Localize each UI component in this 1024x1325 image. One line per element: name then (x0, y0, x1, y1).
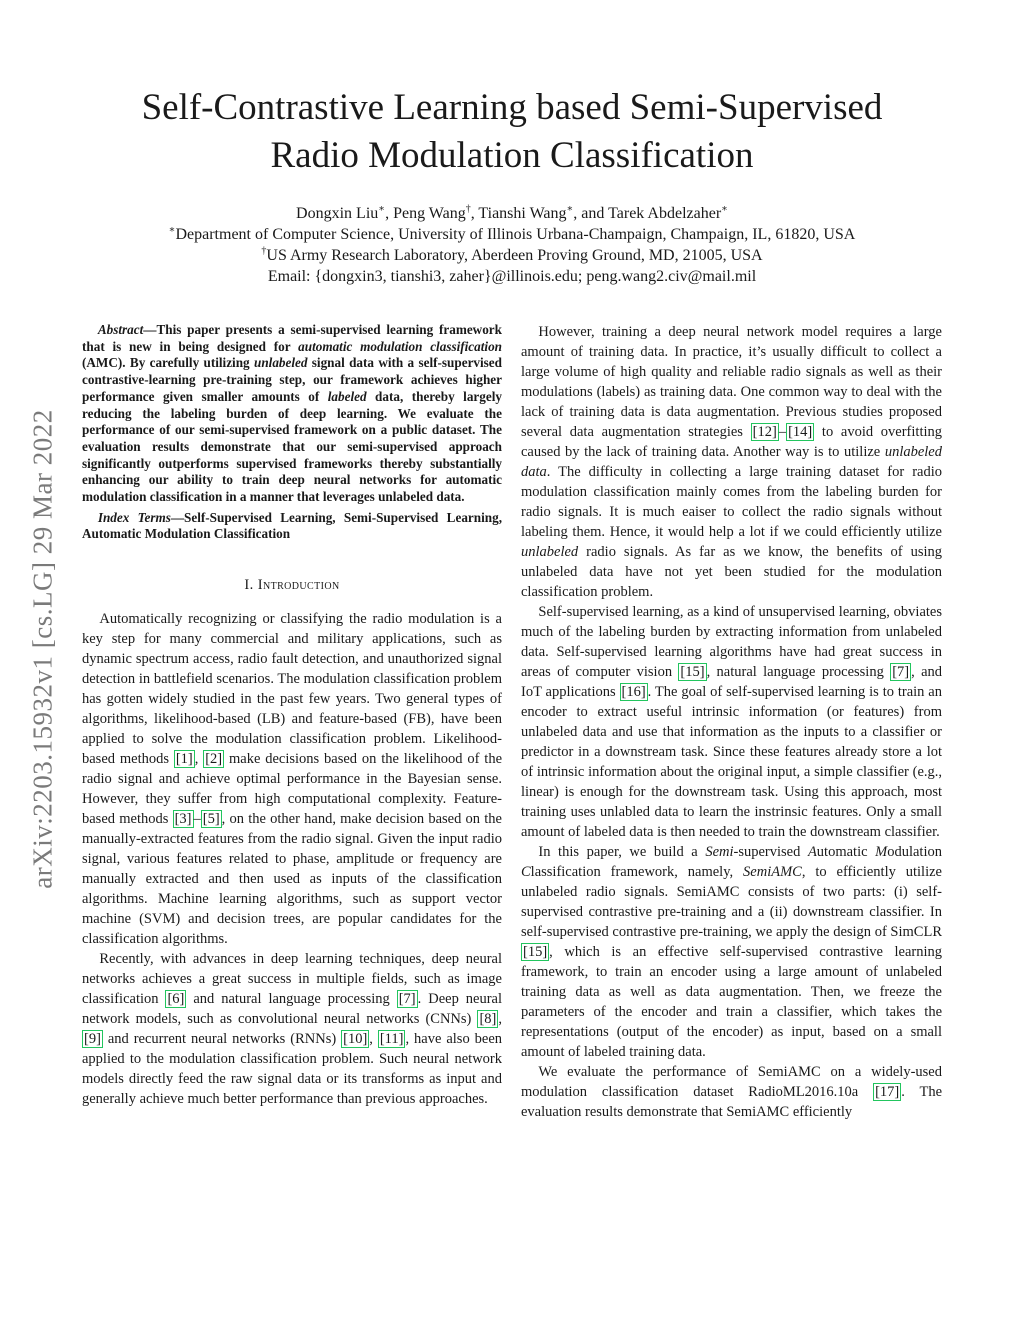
title-line-2: Radio Modulation Classification (270, 135, 754, 176)
citation-link[interactable]: [3] (174, 811, 192, 828)
affiliation-2: †US Army Research Laboratory, Aberdeen Proving Ground, MD, 21005, USA (261, 245, 763, 264)
index-terms: Index Terms—Self-Supervised Learning, Semi-Supervised Learning, Automatic Modulation Classification (82, 509, 502, 542)
left-column (82, 322, 502, 1109)
author-list: Dongxin Liu∗, Peng Wang†, Tianshi Wang∗, and Tarek Abdelzaher∗ (296, 203, 728, 222)
paper-title (60, 84, 964, 180)
index-terms-heading: Index Terms (97, 509, 171, 525)
right-paragraph-4: We evaluate the performance of SemiAMC on a widely-used modulation classification dataset RadioML2016.10a [17] . The evaluation results demonstrate that SemiAMC efficiently (521, 1064, 943, 1120)
right-column (521, 322, 942, 1122)
right-paragraph-2: Self-supervised learning, as a kind of unsupervised learning, obviates much of the labeling burden by extracting information from unlabeled data. Self-supervised learning algorithms have had great success in areas of computer vision [15] , natural language processing [7] , and IoT applications [16] . The goal of self-supervised learning is to train an encoder to extract useful intrinsic information (or features) from unlabeled data and use that information as the inputs to a classifier or predictor in a downstream task. Since these features already store a lot of intrinsic information about the original input, a simple classifier (e.g., linear) is enough for the downstream task. Using this approach, most training uses unlabled data to learn the instrinsic features. Only a small amount of labeled data is then needed to train the downstream classifier. (521, 604, 943, 840)
affiliation-1: ∗Department of Computer Science, University of Illinois Urbana-Champaign, Champaign, IL, 61820, USA (168, 224, 856, 243)
author-block (60, 203, 964, 287)
intro-paragraph-1: Automatically recognizing or classifying the radio modulation is a key step for many commercial and military applications, such as dynamic spectrum access, radio fault detection, and unauthorized signal detection in battlefield scenarios. The modulation classification problem has gotten widely studied in the past few years. Two general types of algorithms, likelihood-based (LB) and feature-based (FB), have been applied to solve the modulation classification problem. Likelihood-based methods [1] , [2] make decisions based on the likelihood of the radio signal and achieve optimal performance in the Bayesian sense. However, they suffer from high computational complexity. Feature-based methods [3] – [5] , on the other hand, make decision based on the manually-extracted features from the radio signal. Given the input radio signal, various features related to phase, amplitude or frequency are manually extracted and then used as inputs of the classification algorithms. Machine learning algorithms, such as support vector machine (SVM) and decision trees, are popular candidates for the classification algorithms. (82, 611, 503, 948)
right-paragraph-3: In this paper, we build a Semi-supervised Automatic Modulation Classification framework, namely, SemiAMC, to efficiently utilize unlabeled radio signals. SemiAMC consists of two parts: (i) self-supervised contrastive pre-training and a (ii) downstream classifier. In self-supervised contrastive pre-training, we apply the design of SimCLR [15] , which is an effective self-supervised contrastive learning framework, to train an encoder using a large amount of unlabeled training data as well as data augmentation. Then, we freeze the parameters of the encoder and train a classifier, which takes the representations (output of the encoder) as input, based on a small amount of labeled training data. (521, 844, 942, 1060)
citation-link[interactable]: [7] (892, 664, 910, 680)
citation-link[interactable]: [6] (167, 991, 185, 1008)
citation-link[interactable]: [16] (621, 684, 646, 700)
citation-link[interactable]: [15] (680, 664, 705, 680)
citation-link[interactable]: [10] (343, 1031, 368, 1048)
section-heading-introduction: I. Introduction (244, 577, 340, 594)
citation-link[interactable]: [1] (175, 751, 193, 768)
arxiv-id: arXiv:2203.15932v1 [cs.LG] 29 Mar 2022 (27, 409, 58, 889)
citation-link[interactable]: [8] (479, 1011, 497, 1028)
intro-paragraph-2: Recently, with advances in deep learning techniques, deep neural networks achieves a great success in multiple fields, such as image classification [6] and natural language processing [7] . Deep neural network models, such as convolutional neural networks (CNNs) [8] , [9] and recurrent neural networks (RNNs) [10] , [11] , have also been applied to the modulation classification problem. Such neural network models directly feed the raw signal data or its transforms as input and generally achieve much better performance than previous approaches. (82, 951, 503, 1108)
citation-link[interactable]: [17] (875, 1084, 900, 1100)
citation-link[interactable]: [7] (398, 991, 416, 1008)
abstract-heading: Abstract (97, 322, 144, 337)
citation-link[interactable]: [11] (379, 1031, 404, 1048)
citation-link[interactable]: [9] (84, 1031, 101, 1048)
title-line-1: Self-Contrastive Learning based Semi-Supervised (141, 87, 883, 128)
citation-link[interactable]: [12] (752, 424, 777, 440)
abstract: Abstract—This paper presents a semi-supervised learning framework that is new in being designed for automatic modulation classification (AMC). By carefully utilizing unlabeled signal data with a self-supervised contrastive-learning pre-training step, our framework achieves higher performance given smaller amounts of labeled data, thereby largely reducing the labeling burden of deep learning. We evaluate the performance of our semi-supervised framework on a public dataset. The evaluation results demonstrate that our semi-supervised approach significantly outperforms supervised frameworks thereby substantially enhancing our ability to train deep neural networks for automatic modulation classification in a manner that leverages unlabeled data. (82, 322, 503, 505)
right-paragraph-1: However, training a deep neural network model requires a large amount of training data. In practice, it’s usually difficult to collect a large volume of high quality and reliable radio signals as well as their modulations (labels) as training data. One common way to deal with the lack of training data is data augmentation. Previous studies proposed several data augmentation strategies [12] – [14] to avoid overfitting caused by the lack of training data. Another way is to utilize unlabeled data. The difficulty in collecting a large training dataset for radio modulation classification mainly comes from the labeling burden for radio signals. It is much eaiser to collect the radio signals without labeling them. Hence, it would help a lot if we could efficiently utilize unlabeled radio signals. As far as we know, the benefits of using unlabeled data have not yet been studied for the modulation classification problem. (521, 324, 942, 600)
email-line: Email: {dongxin3, tianshi3, zaher}@illinois.edu; peng.wang2.civ@mail.mil (267, 268, 757, 285)
arxiv-sidebar (22, 349, 64, 949)
citation-link[interactable]: [14] (788, 424, 813, 440)
citation-link[interactable]: [5] (202, 811, 220, 828)
citation-link[interactable]: [15] (523, 944, 548, 960)
citation-link[interactable]: [2] (205, 751, 223, 768)
